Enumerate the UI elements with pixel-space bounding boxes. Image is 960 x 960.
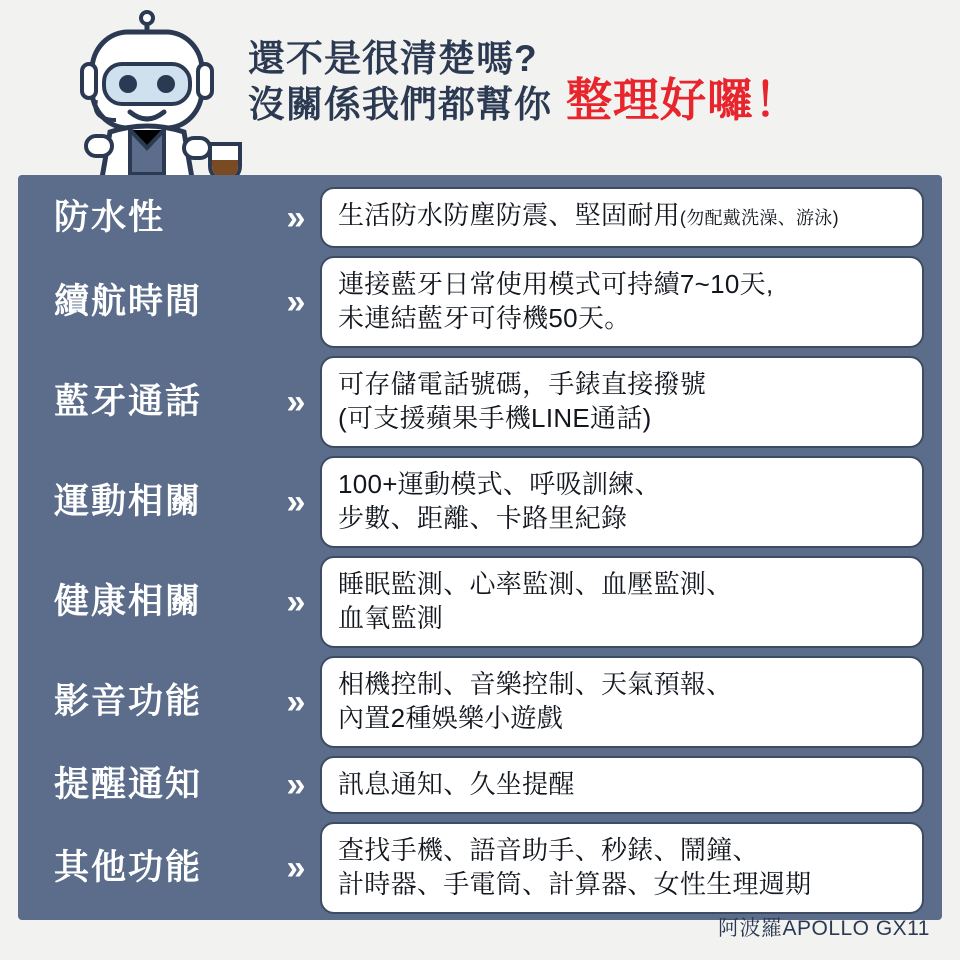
- spec-bubble-line: 100+運動模式、呼吸訓練、: [338, 469, 661, 499]
- spec-bubble-line: 計時器、手電筒、計算器、女性生理週期: [338, 869, 812, 899]
- robot-mascot-icon: [52, 8, 242, 198]
- spec-bubble-line: 連接藍牙日常使用模式可持續7~10天,: [338, 269, 774, 299]
- spec-label: 影音功能: [54, 682, 203, 721]
- spec-row: [18, 756, 942, 814]
- chevron-right-icon: »: [286, 483, 306, 521]
- spec-text: 生活防水防塵防震、堅固耐用: [338, 200, 680, 230]
- spec-bubble-line: 內置2種娛樂小遊戲: [338, 703, 564, 733]
- spec-bubble-line: 相機控制、音樂控制、天氣預報、: [338, 669, 733, 699]
- spec-bubble-line: 睡眠監測、心率監測、血壓監測、: [338, 569, 733, 599]
- spec-bubble: [320, 756, 924, 814]
- chevron-right-icon: »: [286, 766, 306, 804]
- spec-note: (勿配戴洗澡、游泳): [679, 208, 839, 228]
- spec-label: 防水性: [54, 197, 166, 237]
- spec-row: [18, 256, 942, 348]
- spec-row: [18, 187, 942, 248]
- spec-bubble: [320, 822, 924, 914]
- spec-bubble-line: 查找手機、語音助手、秒錶、鬧鐘、: [338, 835, 759, 865]
- chevron-right-icon: »: [286, 683, 306, 721]
- spec-row: [18, 556, 942, 648]
- spec-label: 藍牙通話: [54, 382, 203, 421]
- chevron-right-icon: »: [286, 849, 306, 887]
- spec-rows: [18, 175, 942, 922]
- spec-label: 健康相關: [54, 582, 203, 621]
- spec-row: [18, 656, 942, 748]
- spec-label: 提醒通知: [54, 765, 203, 804]
- spec-label: 其他功能: [54, 848, 203, 887]
- spec-bubble: [320, 556, 924, 648]
- spec-row: [18, 822, 942, 914]
- spec-bubble: [320, 456, 924, 548]
- header: [0, 0, 960, 175]
- headline-highlight: 整理好囉！: [566, 74, 801, 126]
- chevron-right-icon: »: [286, 583, 306, 621]
- spec-bubble: [320, 187, 924, 248]
- spec-bubble: [320, 656, 924, 748]
- product-name-footer: 阿波羅APOLLO GX11: [717, 917, 930, 940]
- spec-label: 運動相關: [54, 482, 203, 521]
- chevron-right-icon: »: [286, 283, 306, 321]
- headline: [248, 36, 948, 130]
- chevron-right-icon: »: [286, 198, 306, 237]
- spec-bubble: [320, 356, 924, 448]
- headline-line-1: 還不是很清楚嗎?: [248, 38, 538, 79]
- spec-bubble-line: (可支援蘋果手機LINE通話): [338, 403, 652, 433]
- spec-bubble-line: 訊息通知、久坐提醒: [338, 769, 575, 799]
- spec-panel: [18, 175, 942, 920]
- headline-line-2: 沒關係我們都幫你: [248, 84, 552, 125]
- spec-bubble-line: [338, 198, 906, 235]
- spec-row: [18, 356, 942, 448]
- spec-row: [18, 456, 942, 548]
- spec-bubble-line: 步數、距離、卡路里紀錄: [338, 503, 628, 533]
- spec-bubble: [320, 256, 924, 348]
- spec-bubble-line: 血氧監測: [338, 603, 444, 633]
- chevron-right-icon: »: [286, 383, 306, 421]
- spec-bubble-line: 可存儲電話號碼，手錶直接撥號: [338, 369, 707, 399]
- headline-text-stack: [248, 36, 552, 128]
- spec-bubble-line: 未連結藍牙可待機50天。: [338, 303, 631, 333]
- spec-label: 續航時間: [54, 282, 203, 321]
